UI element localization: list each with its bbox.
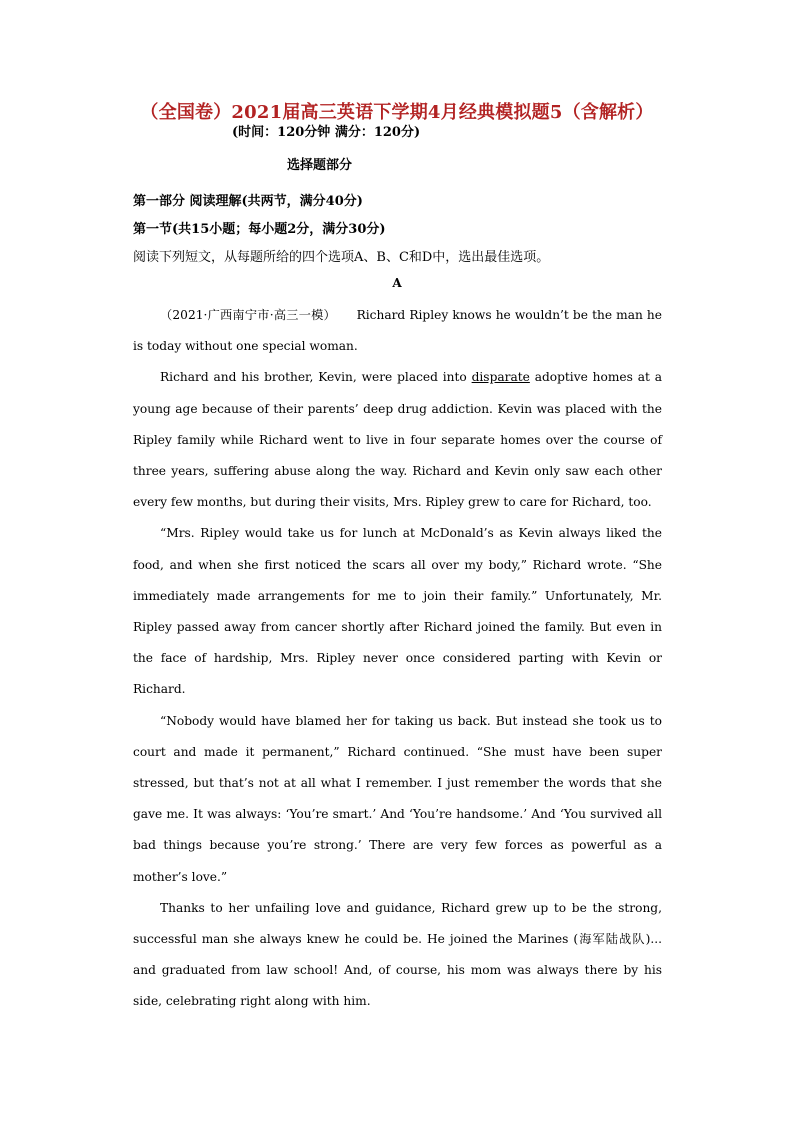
exam-meta: (时间：120分钟 满分：120分) [232, 125, 421, 140]
paragraph-2 [133, 362, 662, 518]
paragraph-4: “Nobody would have blamed her for taking us back. But instead she took us to court and made it permanent,” Richard continued. “She must have been super stressed, but that’s not at all what I remember. I just remember the words that she gave me. It was always: ‘You’re smart.’ And ‘You’re handsome.’ And ‘You survived all bad things because you’re strong.’ There are very few forces as powerful as a mother’s love.” [133, 713, 662, 884]
section-heading: 选择题部分 [287, 158, 353, 173]
paragraph-3: “Mrs. Ripley would take us for lunch at McDonald’s as Kevin always liked the food, and when she first noticed the scars all over my body,” Richard wrote. “She immediately made arrangements for me to join their family.” Unfortunately, Mr. Ripley passed away from cancer shortly after Richard joined the family. But even in the face of hardship, Mrs. Ripley never once considered parting with Kevin or Richard. [133, 526, 662, 697]
paragraph-1 [133, 300, 662, 362]
underlined-word: disparate [471, 370, 530, 385]
section-heading-1: 第一节(共15小题；每小题2分，满分30分) [133, 222, 386, 237]
document-title: （全国卷）2021届高三英语下学期4月经典模拟题5（含解析） [140, 102, 654, 123]
paragraph-1-text: Richard Ripley knows he wouldn’t be the man he is today without one special woman. [133, 308, 662, 354]
paragraph-2-text-a: Richard and his brother, Kevin, were placed into [160, 370, 472, 385]
passage-letter: A [392, 276, 402, 290]
instruction-text: 阅读下列短文，从每题所给的四个选项A、B、C和D中，选出最佳选项。 [133, 250, 550, 265]
passage-body [133, 300, 662, 1018]
paragraph-5: Thanks to her unfailing love and guidance, Richard grew up to be the strong, successful man she always knew he could be. He joined the Marines (海军陆战队)... and graduated from law school! And, of course, his mom was always there by his side, celebrating right along with him. [133, 900, 662, 1009]
passage-source: （2021·广西南宁市·高三一模） [160, 308, 336, 322]
paragraph-2-text-b: adoptive homes at a young age because of their parents’ deep drug addiction. Kevin was placed with the Ripley family while Richard went to live in four separate homes over the course of three years, suffering abuse along the way. Richard and Kevin only saw each other every few months, but during their visits, Mrs. Ripley grew to care for Richard, too. [133, 370, 662, 510]
part-heading: 第一部分 阅读理解(共两节，满分40分) [133, 194, 363, 209]
